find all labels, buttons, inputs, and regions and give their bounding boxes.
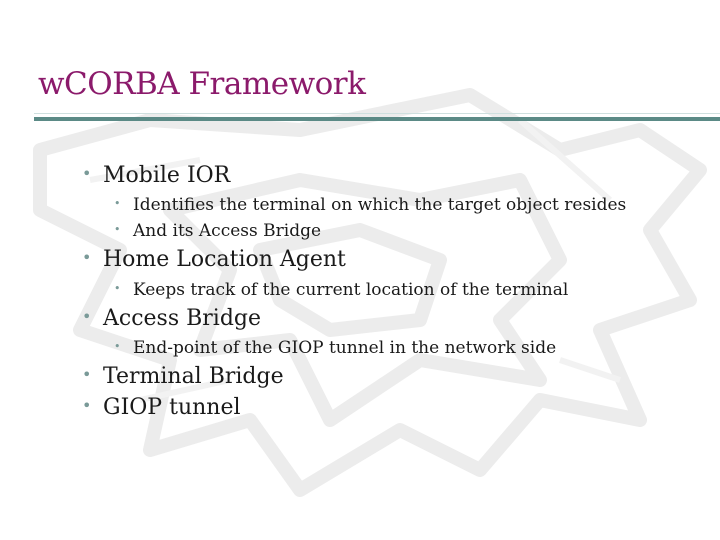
- sub-bullet-access-bridge: [114, 221, 321, 241]
- sub-bullet-text: Keeps track of the current location of the terminal: [133, 280, 569, 300]
- bullet-icon: •: [82, 307, 92, 326]
- bullet-icon: •: [114, 197, 121, 210]
- bullet-text: Access Bridge: [103, 306, 262, 331]
- bullet-text: Home Location Agent: [103, 247, 346, 272]
- bullet-mobile-ior: [82, 163, 230, 188]
- bullet-icon: •: [114, 223, 121, 236]
- bullet-giop-tunnel: [82, 395, 241, 420]
- bullet-text: GIOP tunnel: [103, 395, 241, 420]
- bullet-icon: •: [82, 396, 92, 415]
- sub-bullet-identifies-terminal: [114, 195, 626, 215]
- bullet-text: Mobile IOR: [103, 163, 231, 188]
- bullet-icon: •: [114, 340, 121, 353]
- sub-bullet-text: And its Access Bridge: [133, 221, 322, 241]
- sub-bullet-text: Identifies the terminal on which the target object resides: [133, 195, 627, 215]
- bullet-text: Terminal Bridge: [103, 364, 284, 389]
- bullet-icon: •: [82, 248, 92, 267]
- sub-bullet-end-point: [114, 338, 556, 358]
- bullet-icon: •: [114, 282, 121, 295]
- bullet-icon: •: [82, 365, 92, 384]
- bullet-icon: •: [82, 164, 92, 183]
- bullet-access-bridge: [82, 306, 261, 331]
- bullet-terminal-bridge: [82, 364, 284, 389]
- slide-title: wCORBA Framework: [38, 66, 366, 102]
- sub-bullet-keeps-track: [114, 280, 568, 300]
- bullet-home-location-agent: [82, 247, 346, 272]
- sub-bullet-text: End-point of the GIOP tunnel in the network side: [133, 338, 557, 358]
